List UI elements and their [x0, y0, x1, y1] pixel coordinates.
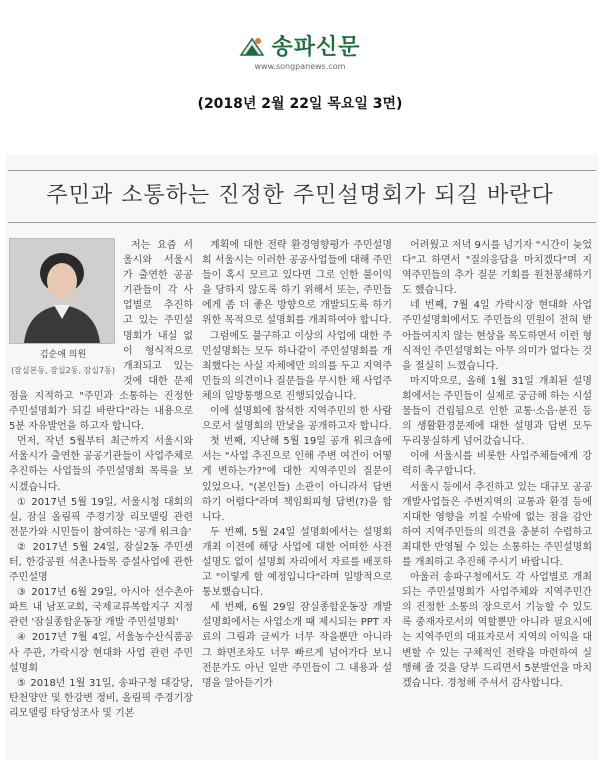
publication-dateline: (2018년 2월 22일 목요일 3면) — [197, 96, 403, 112]
paragraph: 그럼에도 불구하고 이상의 사업에 대한 주민설명회는 모두 하나같이 주민설명회를 개최했다는 사실 자체에만 의의를 두고 지역주민들의 의견이나 질문들을 무시한 채 사업주체의 일방통행으로 진행되었습니다. — [202, 330, 392, 402]
list-item: ① 2017년 5월 19일, 서울시청 대회의실, 잠실 올림픽 주경기장 리모델링 관련 전문가와 시민들이 참여하는 '공개 워크숍' — [9, 496, 193, 538]
paragraph: 첫 번째, 지난해 5월 19일 공개 워크숍에서는 "사업 추진으로 인해 주변 여건이 어떻게 변하는가?"에 대한 지역주민의 질문이 있었으나, "(본인들) 소관이 아니라서 답변하기 어렵다"라며 책임회피형 답변(?)을 합니다. — [202, 436, 392, 523]
paragraph: 두 번째, 5월 24일 설명회에서는 설명회 개최 이전에 해당 사업에 대한 어떠한 사전 설명도 없이 설명회 자리에서 자료를 배포하고 "이렇게 할 예정입니다"라며 일방적으로 통보했습니다. — [202, 526, 392, 599]
paragraph: 네 번째, 7월 4일 가락시장 현대화 사업 주민설명회에서도 주민들의 민원이 전혀 받아들여지지 않는 현상을 목도하면서 이런 형식적인 주민설명회는 아무 의미가 없다는 것을 절실히 느꼈습니다. — [402, 300, 592, 372]
paragraph: 이에 설명회에 참석한 지역주민의 한 사람으로서 설명회의 만낯을 공개하고자 합니다. — [202, 406, 392, 433]
headline-top-rule — [8, 170, 596, 171]
paragraph: 어려웠고 저녁 9시를 넘기자 "시간이 늦었다"고 하면서 "질의응답을 마치겠다"며 지역주민들의 추가 질문 기회를 원천봉쇄하기도 했습니다. — [402, 240, 592, 297]
paragraph: 먼저, 작년 5월부터 최근까지 서울시와 서울시가 출연한 공공기관들이 사업주체로 추진하는 사업들의 주민설명회 목록을 보시겠습니다. — [9, 436, 193, 493]
paragraph: 서울시 등에서 추진하고 있는 대규모 공공개발사업들은 주변지역의 교통과 환경 등에 지대한 영향을 끼칠 수밖에 없는 점을 감안하여 지역주민들의 의견을 충분히 수렴하고 최대한 반영될 수 있는 소통하는 주민설명회를 개최하고 추진해 주시기 바랍니다. — [402, 481, 592, 568]
masthead — [0, 30, 600, 71]
paragraph: 아울러 송파구청에서도 각 사업별로 개최되는 주민설명회가 사업주체와 지역주민간의 진정한 소통의 장으로서 기능할 수 있도록 중재자로서의 역할뿐만 아니라 필요시에는 지역주민의 대표자로서 지역의 이익을 대변할 수 있는 구체적인 전략을 마련하여 실행해 줄 것을 당부 드리면서 5분발언을 마치겠습니다. 경청해 주셔서 감사합니다. — [402, 572, 592, 689]
list-item: ② 2017년 5월 24일, 잠실2동 주민센터, 한강공원 석촌나들목 증설사업에 관한 주민설명 — [9, 541, 193, 584]
author-photo-block — [9, 238, 117, 382]
logo-text: 송파신문 — [271, 35, 361, 60]
paragraph: 계획에 대한 전략 환경영향평가 주민설명회 서울시는 이러한 공공사업들에 대해 주민들이 혹시 모르고 있다면 그로 인한 불이익을 당하지 않도록 하기 위해서 또는, 주민들에게 좀 더 좋은 방향으로 개발되도록 하기 위한 목적으로 설명회를 개최하여야 합니다. — [202, 240, 392, 327]
paragraph: 이에 서울시를 비롯한 사업주체들에게 강력히 촉구합니다. — [402, 451, 592, 478]
list-item: ⑤ 2018년 1월 31일, 송파구청 대강당, 탄천양안 및 한강변 정비, 올림픽 주경기장 리모델링 타당성조사 및 기본 — [9, 677, 193, 719]
article-column-3 — [402, 238, 592, 691]
leaf-mountain-logo-icon — [239, 35, 265, 57]
paragraph: 저는 요즘 서울시와 서울시가 출연한 공공기관들이 각 사업별로 추진하고 있는 주민설명회가 내실 없이 형식적으로 개최되고 있는 것에 대한 문제점을 지적하고 "주민과 소통하는 진정한 주민설명회가 되길 바란다"라는 내용으로 5분 자유발언을 하고자 합니다. — [9, 240, 193, 433]
headline-bottom-rule — [8, 222, 596, 223]
list-item: ③ 2017년 6월 29일, 아시아 선수촌아파트 내 남포교회, 국제교류복합지구 지정 관련 '잠실종합운동장 개발 주민설명회' — [9, 587, 193, 629]
paragraph: 마지막으로, 올해 1월 31일 개최된 설명회에서는 주민들이 실제로 궁금해 하는 시설물들이 건립됨으로 인한 교통·소음·분진 등의 생활환경문제에 대한 설명과 답변 모두 두리뭉실하게 넘어갔습니다. — [402, 375, 592, 448]
paragraph: 세 번째, 6월 29일 잠실종합운동장 개발 설명회에서는 사업소개 때 제시되는 PPT 자료의 그림과 글씨가 너무 작을뿐만 아니라 그 화면조차도 너무 빠르게 넘어가다 보니 전문가도 아닌 일반 주민들이 그 내용과 설명을 알아듣기가 — [202, 602, 392, 689]
article-column-1 — [9, 238, 193, 721]
photo-caption-name: 김순애 의원 — [39, 350, 87, 360]
author-photo — [9, 238, 115, 344]
list-item: ④ 2017년 7월 4일, 서울농수산식품공사 주관, 가락시장 현대화 사업 관련 주민설명회 — [9, 632, 193, 674]
article-column-2 — [202, 238, 392, 691]
logo — [239, 30, 360, 61]
article-headline: 주민과 소통하는 진정한 주민설명회가 되길 바란다 — [46, 183, 554, 208]
photo-caption-district: (잠실본동, 잠실2동, 잠실7동) — [11, 366, 115, 376]
portrait-icon — [10, 239, 114, 343]
site-url: www.songpanews.com — [254, 62, 346, 71]
